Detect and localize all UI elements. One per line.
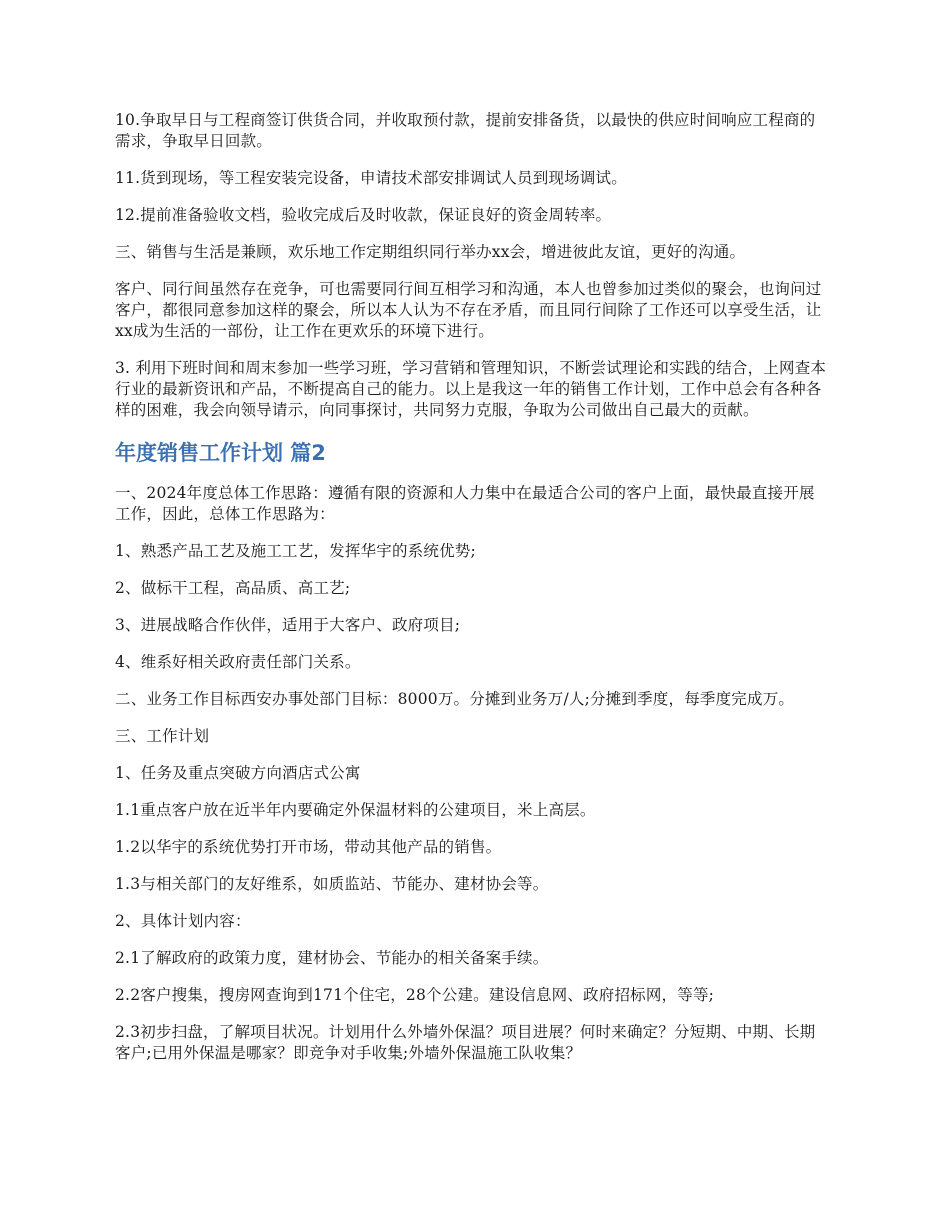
paragraph-learning: 3. 利用下班时间和周末参加一些学习班，学习营销和管理知识，不断尝试理论和实践的结合，上网查本行业的最新资讯和产品，不断提高自己的能力。以上是我这一年的销售工作计划，工作中总会有各种各样的困难，我会向领导请示，向同事探讨，共同努力克服，争取为公司做出自己最大的贡献。 (115, 359, 827, 419)
paragraph-work-plan: 三、工作计划 (115, 727, 210, 745)
paragraph-2-2: 2.2客户搜集，搜房网查询到171个住宅，28个公建。建设信息网、政府招标网，等等; (115, 986, 715, 1004)
paragraph-item-11: 11.货到现场，等工程安装完设备，申请技术部安排调试人员到现场调试。 (115, 169, 627, 187)
paragraph-1-1: 1.1重点客户放在近半年内要确定外保温材料的公建项目，米上高层。 (115, 801, 596, 819)
paragraph-1-3: 1.3与相关部门的友好维系，如质监站、节能办、建材协会等。 (115, 875, 549, 893)
paragraph-section-three: 三、销售与生活是兼顾，欢乐地工作定期组织同行举办xx会，增进彼此友谊，更好的沟通。 (115, 243, 746, 261)
paragraph-target: 二、业务工作目标西安办事处部门目标：8000万。分摊到业务万/人;分摊到季度，每季度完成万。 (115, 690, 795, 708)
paragraph-2-1: 2.1了解政府的政策力度，建材协会、节能办的相关备案手续。 (115, 949, 549, 967)
section-title: 年度销售工作计划 篇2 (115, 441, 326, 465)
paragraph-idea-2: 2、做标干工程，高品质、高工艺; (115, 579, 351, 597)
paragraph-idea-3: 3、进展战略合作伙伴，适用于大客户、政府项目; (115, 616, 461, 634)
paragraph-task-focus: 1、任务及重点突破方向酒店式公寓 (115, 764, 361, 782)
paragraph-1-2: 1.2以华宇的系统优势打开市场，带动其他产品的销售。 (115, 838, 502, 856)
paragraph-item-10: 10.争取早日与工程商签订供货合同，并收取预付款，提前安排备货，以最快的供应时间响应工程商的需求，争取早日回款。 (115, 111, 816, 150)
paragraph-idea-1: 1、熟悉产品工艺及施工工艺，发挥华宇的系统优势; (115, 542, 476, 560)
paragraph-idea-4: 4、维系好相关政府责任部门关系。 (115, 653, 361, 671)
paragraph-competition: 客户、同行间虽然存在竞争，可也需要同行间互相学习和沟通，本人也曾参加过类似的聚会，也询问过客户，都很同意参加这样的聚会，所以本人认为不存在矛盾，而且同行间除了工作还可以享受生活，让xx成为生活的一部份，让工作在更欢乐的环境下进行。 (115, 280, 822, 340)
paragraph-2-3: 2.3初步扫盘，了解项目状况。计划用什么外墙外保温？项目进展？何时来确定？分短期、中期、长期客户;已用外保温是哪家？即竞争对手收集;外墙外保温施工队收集？ (115, 1023, 816, 1062)
paragraph-specific-plan: 2、具体计划内容： (115, 912, 251, 930)
paragraph-overall-idea: 一、2024年度总体工作思路：遵循有限的资源和人力集中在最适合公司的客户上面，最快最直接开展工作，因此，总体工作思路为： (115, 484, 815, 523)
paragraph-item-12: 12.提前准备验收文档，验收完成后及时收款，保证良好的资金周转率。 (115, 206, 612, 224)
